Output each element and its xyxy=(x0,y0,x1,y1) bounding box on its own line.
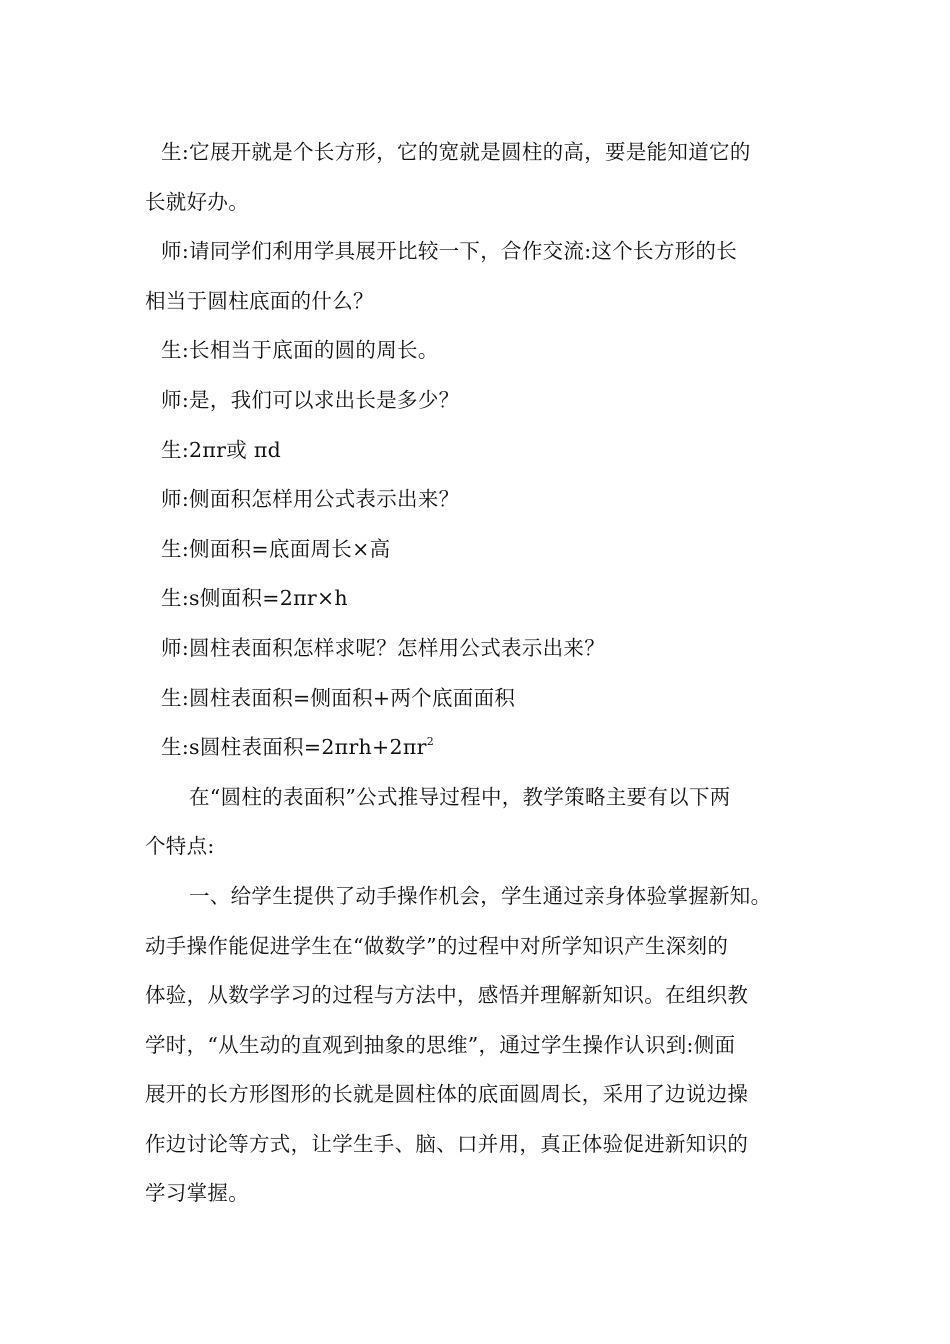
dialogue-line xyxy=(145,475,825,525)
dialogue-line xyxy=(145,227,825,277)
separator: : xyxy=(181,239,190,264)
separator: : xyxy=(181,586,190,611)
utterance: 长相当于底面的圆的周长。 xyxy=(189,338,439,363)
separator: : xyxy=(181,735,190,760)
utterance: 圆柱表面积怎样求呢？怎样用公式表示出来？ xyxy=(189,635,606,660)
paragraph-text: 学时，“从生动的直观到抽象的思维”，通过学生操作认识到:侧面 xyxy=(145,1032,736,1057)
separator: : xyxy=(181,685,190,710)
dialogue-line xyxy=(145,426,825,476)
utterance: 圆柱表面积=侧面积+两个底面面积 xyxy=(189,685,516,710)
utterance-continuation: 长就好办。 xyxy=(145,189,249,214)
speaker: 师 xyxy=(161,387,182,412)
speaker: 师 xyxy=(161,487,182,512)
paragraph-line xyxy=(145,773,825,823)
utterance: s圆柱表面积=2πrh+2πr xyxy=(189,735,427,760)
utterance: s侧面积=2πr×h xyxy=(189,586,348,611)
dialogue-line xyxy=(145,574,825,624)
speaker: 生 xyxy=(161,685,182,710)
speaker: 生 xyxy=(161,437,182,462)
utterance: 请同学们利用学具展开比较一下，合作交流:这个长方形的长 xyxy=(189,239,738,264)
paragraph-line xyxy=(145,1070,825,1120)
dialogue-line xyxy=(145,624,825,674)
dialogue-line xyxy=(145,723,825,773)
dialogue-line-continuation xyxy=(145,277,825,327)
utterance: 它展开就是个长方形，它的宽就是圆柱的高，要是能知道它的 xyxy=(189,140,751,164)
speaker: 生 xyxy=(161,338,182,363)
paragraph-line xyxy=(145,971,825,1021)
separator: : xyxy=(181,338,190,363)
dialogue-line xyxy=(145,128,825,178)
paragraph-line xyxy=(145,1021,825,1071)
superscript-exponent: 2 xyxy=(426,735,435,749)
paragraph-text: 一、给学生提供了动手操作机会，学生通过亲身体验掌握新知。 xyxy=(189,883,772,908)
separator: : xyxy=(181,387,190,412)
paragraph-text: 学习掌握。 xyxy=(145,1181,249,1206)
paragraph-line xyxy=(145,922,825,972)
paragraph-text: 在“圆柱的表面积”公式推导过程中，教学策略主要有以下两 xyxy=(189,784,731,809)
dialogue-line-continuation xyxy=(145,178,825,228)
speaker: 生 xyxy=(161,140,182,164)
paragraph-text: 个特点: xyxy=(145,834,215,859)
speaker: 生 xyxy=(161,536,182,561)
speaker: 生 xyxy=(161,586,182,611)
separator: : xyxy=(181,437,190,462)
speaker: 师 xyxy=(161,635,182,660)
separator: : xyxy=(181,487,190,512)
paragraph-line xyxy=(145,822,825,872)
utterance: 侧面积=底面周长×高 xyxy=(189,536,391,561)
utterance-continuation: 相当于圆柱底面的什么？ xyxy=(145,288,374,313)
paragraph-line xyxy=(145,872,825,922)
speaker: 生 xyxy=(161,735,182,760)
document-body xyxy=(145,128,825,1219)
speaker: 师 xyxy=(161,239,182,264)
dialogue-line xyxy=(145,674,825,724)
paragraph-text: 作边讨论等方式，让学生手、脑、口并用，真正体验促进新知识的 xyxy=(145,1131,749,1156)
dialogue-line xyxy=(145,326,825,376)
separator: : xyxy=(181,140,190,164)
dialogue-line xyxy=(145,376,825,426)
separator: : xyxy=(181,536,190,561)
utterance: 2πr或 πd xyxy=(189,437,282,462)
paragraph-text: 动手操作能促进学生在“做数学”的过程中对所学知识产生深刻的 xyxy=(145,933,729,958)
paragraph-line xyxy=(145,1169,825,1219)
utterance: 侧面积怎样用公式表示出来？ xyxy=(189,487,460,512)
paragraph-line xyxy=(145,1120,825,1170)
paragraph-text: 体验，从数学学习的过程与方法中，感悟并理解新知识。在组织教 xyxy=(145,983,749,1008)
paragraph-text: 展开的长方形图形的长就是圆柱体的底面圆周长，采用了边说边操 xyxy=(145,1082,749,1107)
utterance: 是，我们可以求出长是多少？ xyxy=(189,387,460,412)
separator: : xyxy=(181,635,190,660)
dialogue-line xyxy=(145,525,825,575)
